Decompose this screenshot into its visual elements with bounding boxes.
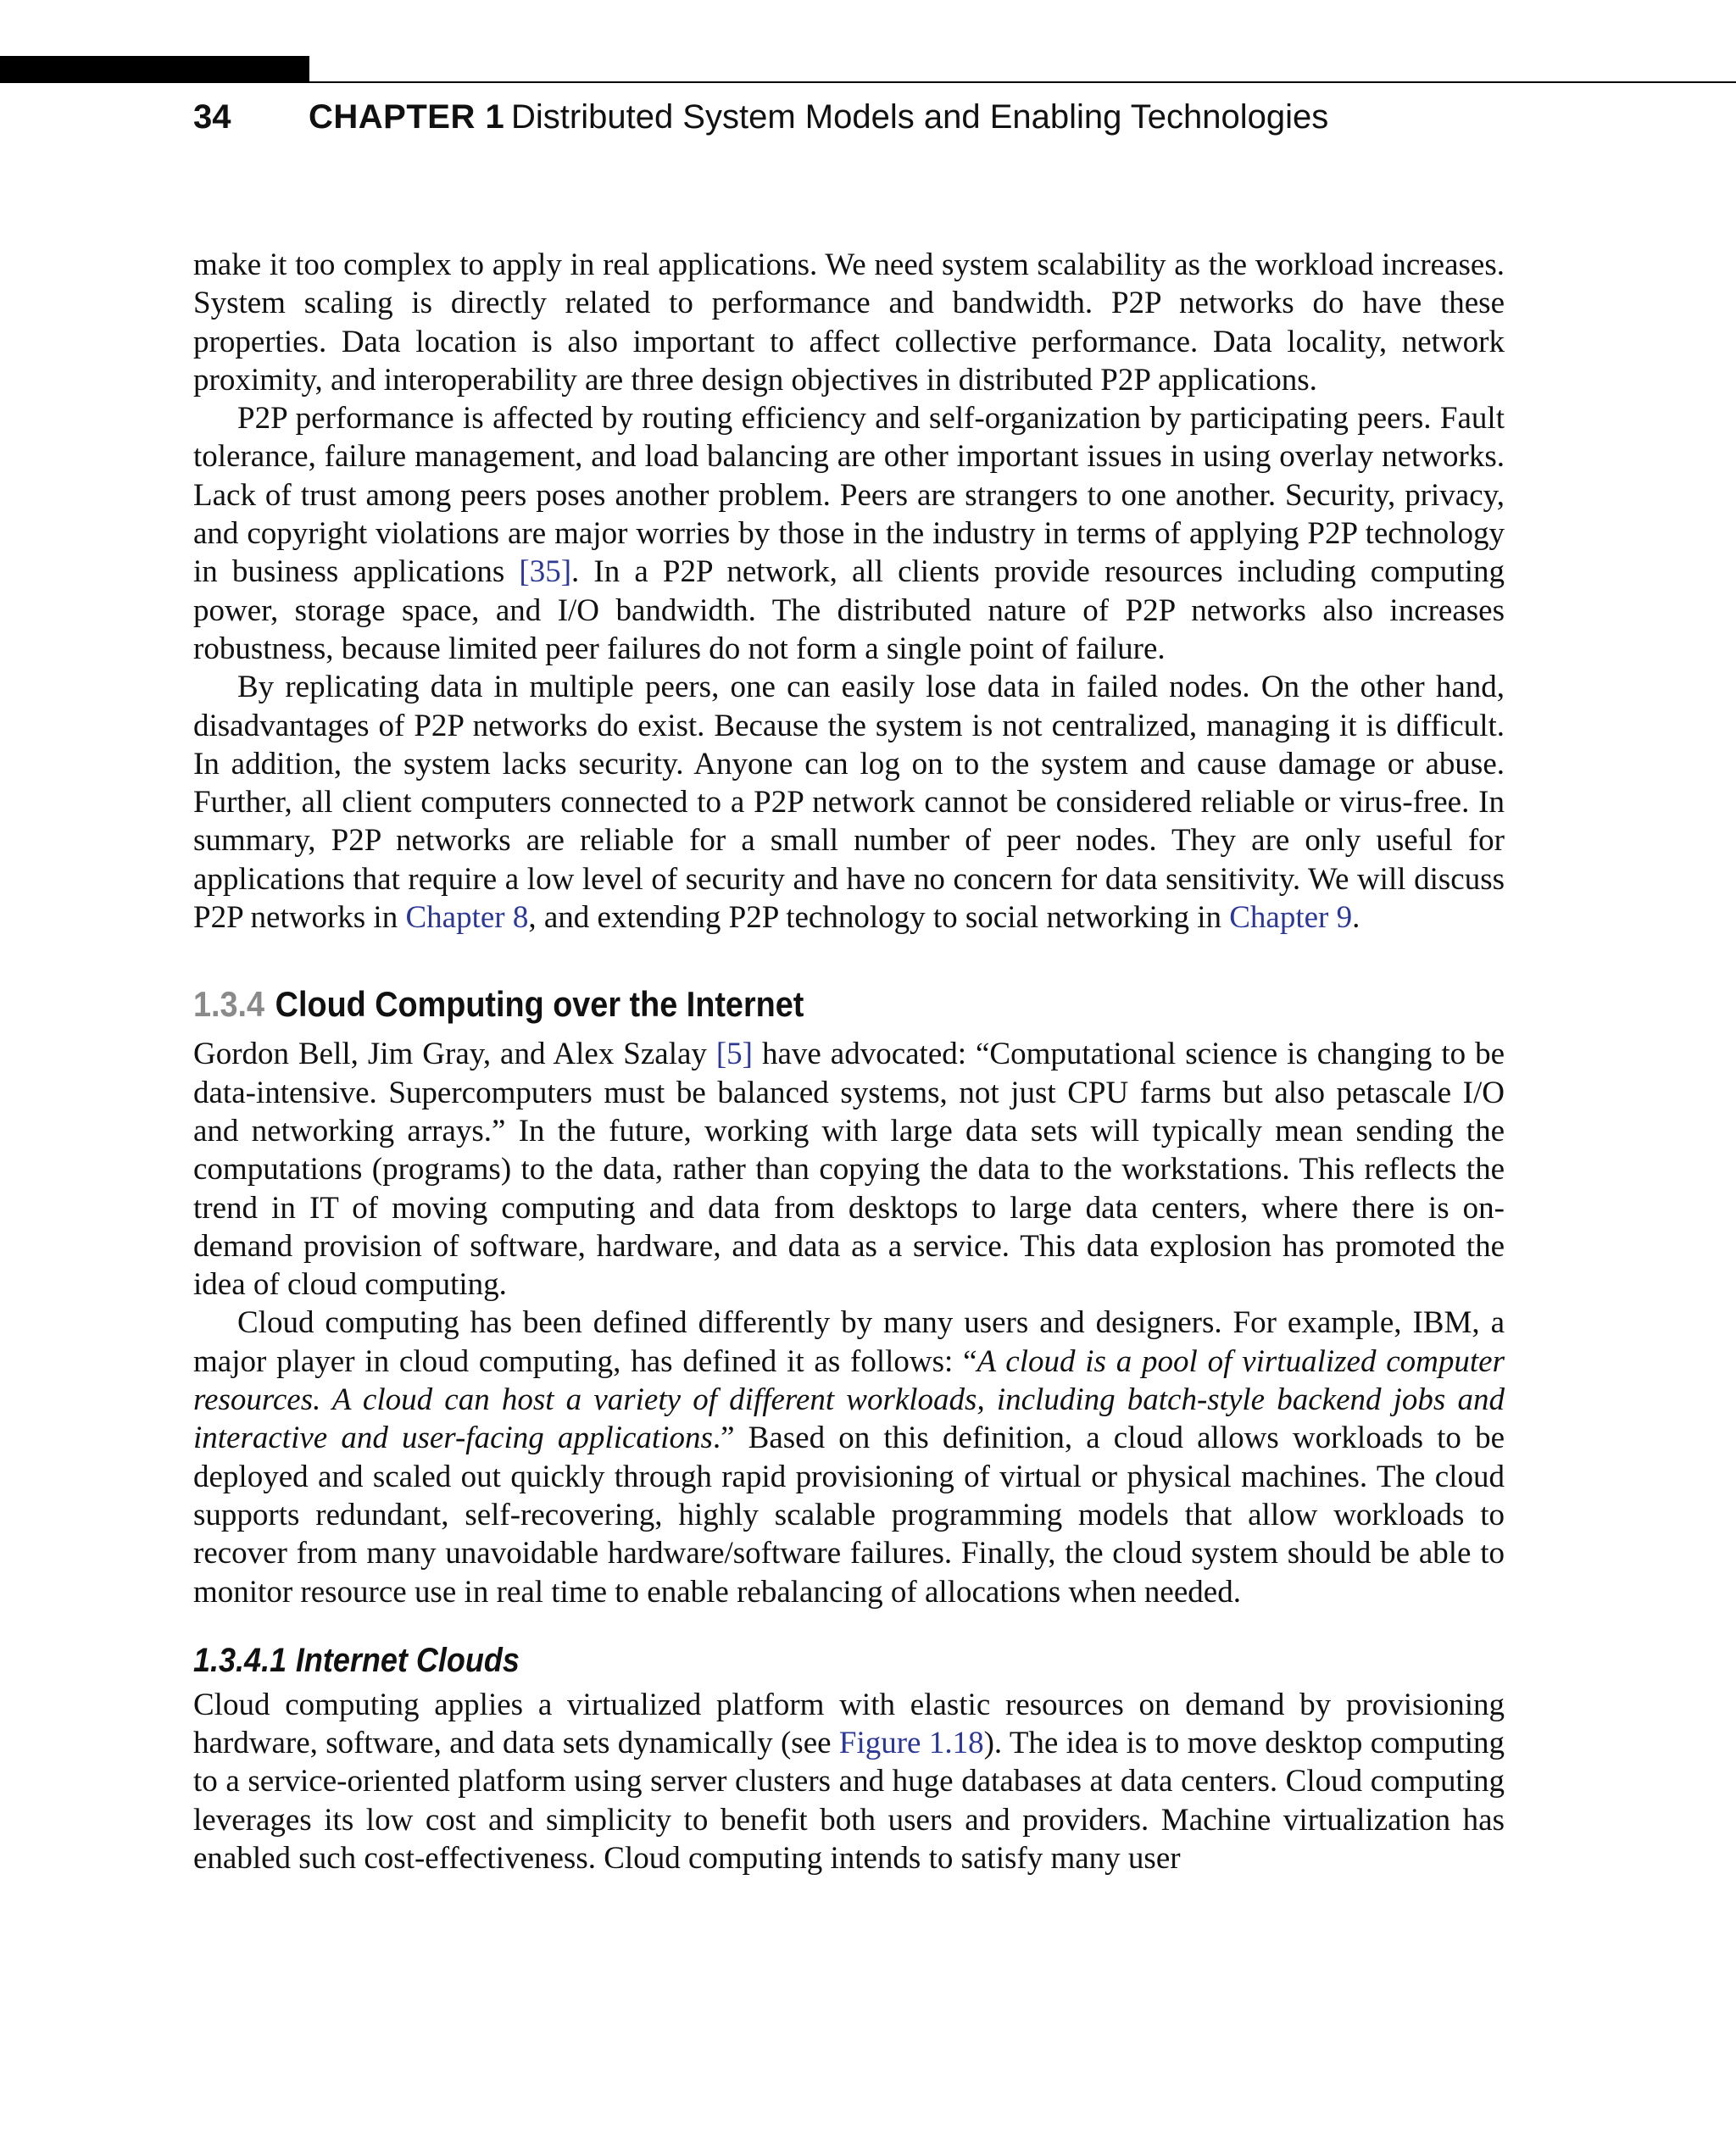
- paragraph-4-text-a: Gordon Bell, Jim Gray, and Alex Szalay: [193, 1037, 716, 1072]
- paragraph-3-text-c: .: [1352, 900, 1360, 936]
- reference-link-5[interactable]: [5]: [715, 1037, 754, 1072]
- paragraph-5: [193, 1304, 1505, 1610]
- paragraph-5-text-b: .” Based on this definition, a cloud allows workloads to be deployed and scaled out quickly through rapid provisioning of virtual or physical machines. The cloud supports redundant, self-recovering, highly scalable programming models that allow workloads to recover from many unavoidable hardware/software failures. Finally, the cloud system should be able to monitor resource use in real time to enable rebalancing of allocations when needed.: [193, 1421, 1505, 1610]
- body-text: [193, 246, 1505, 1877]
- paragraph-6-text-a: Cloud computing applies a virtualized platform with elastic resources on demand by provisioning hardware, software, and data sets dynamically (see: [193, 1687, 1505, 1761]
- paragraph-3-text-a: By replicating data in multiple peers, one can easily lose data in failed nodes. On the other hand, disadvantages of P2P networks do exist. Because the system is not centralized, managing it is difficult. In addition, the system lacks security. Anyone can log on to the system and cause damage or abuse. Further, all client computers connected to a P2P network cannot be considered reliable or virus-free. In summary, P2P networks are reliable for a small number of peer nodes. They are only useful for applications that require a low level of security and have no concern for data sensitivity. We will discuss P2P networks in: [193, 670, 1505, 936]
- chapter-label: CHAPTER 1: [309, 98, 505, 136]
- paragraph-2-text-b: . In a P2P network, all clients provide resources including computing power, storage space, and I/O bandwidth. The distributed nature of P2P networks also increases robustness, because limited peer failures do not form a single point of failure.: [193, 554, 1505, 666]
- figure-1-18-link[interactable]: Figure 1.18: [838, 1726, 984, 1761]
- subsection-heading: [193, 1638, 1373, 1682]
- chapter-8-link[interactable]: Chapter 8: [405, 900, 529, 936]
- subsection-number: 1.3.4.1: [193, 1641, 287, 1679]
- page-number: 34: [193, 98, 231, 136]
- section-title: Cloud Computing over the Internet: [275, 984, 804, 1025]
- header-rule: [309, 81, 1736, 83]
- paragraph-2-text-a: P2P performance is affected by routing efficiency and self-organization by participating peers. Fault tolerance, failure management, and load balancing are other important issues in using overlay networks. Lack of trust among peers poses another problem. Peers are strangers to one another. Security, privacy, and copyright violations are major worries by those in the industry in terms of applying P2P technology in business applications: [193, 401, 1505, 590]
- paragraph-2: [193, 399, 1505, 668]
- paragraph-3: [193, 668, 1505, 937]
- paragraph-4-text-b: have advocated: “Computational science is changing to be data-intensive. Supercomputers must be balanced systems, not just CPU farms but also petascale I/O and networking arrays.” In the future, working with large data sets will typically mean sending the computations (programs) to the data, rather than copying the data to the workstations. This reflects the trend in IT of moving computing and data from desktops to large data centers, where there is on-demand provision of software, hardware, and data as a service. This data explosion has promoted the idea of cloud computing.: [193, 1037, 1505, 1303]
- paragraph-1: make it too complex to apply in real applications. We need system scalability as the workload increases. System scaling is directly related to performance and bandwidth. P2P networks do have these properties. Data location is also important to affect collective performance. Data locality, network proximity, and interoperability are three design objectives in distributed P2P applications.: [193, 247, 1505, 398]
- subsection-title: Internet Clouds: [295, 1641, 520, 1679]
- section-number: 1.3.4: [193, 984, 265, 1025]
- paragraph-6: [193, 1686, 1505, 1877]
- chapter-title: Distributed System Models and Enabling Technologies: [511, 98, 1329, 136]
- paragraph-6-text-b: ). The idea is to move desktop computing to a service-oriented platform using server clusters and huge databases at data centers. Cloud computing leverages its low cost and simplicity to benefit both users and providers. Machine virtualization has enabled such cost-effectiveness. Cloud computing intends to satisfy many user: [193, 1726, 1505, 1876]
- chapter-9-link[interactable]: Chapter 9: [1229, 900, 1353, 936]
- ibm-cloud-definition-quote: A cloud is a pool of virtualized computer resources. A cloud can host a variety of different workloads, including batch-style backend jobs and interactive and user-facing applications: [193, 1343, 1505, 1456]
- section-heading: [193, 981, 1373, 1028]
- header-black-bar: [0, 56, 309, 83]
- paragraph-4: [193, 1035, 1505, 1304]
- paragraph-5-text-a: Cloud computing has been defined differently by many users and designers. For example, IBM, a major player in cloud computing, has defined it as follows: “: [193, 1305, 1505, 1379]
- reference-link-35[interactable]: [35]: [519, 554, 572, 590]
- paragraph-3-text-b: , and extending P2P technology to social networking in: [528, 900, 1230, 936]
